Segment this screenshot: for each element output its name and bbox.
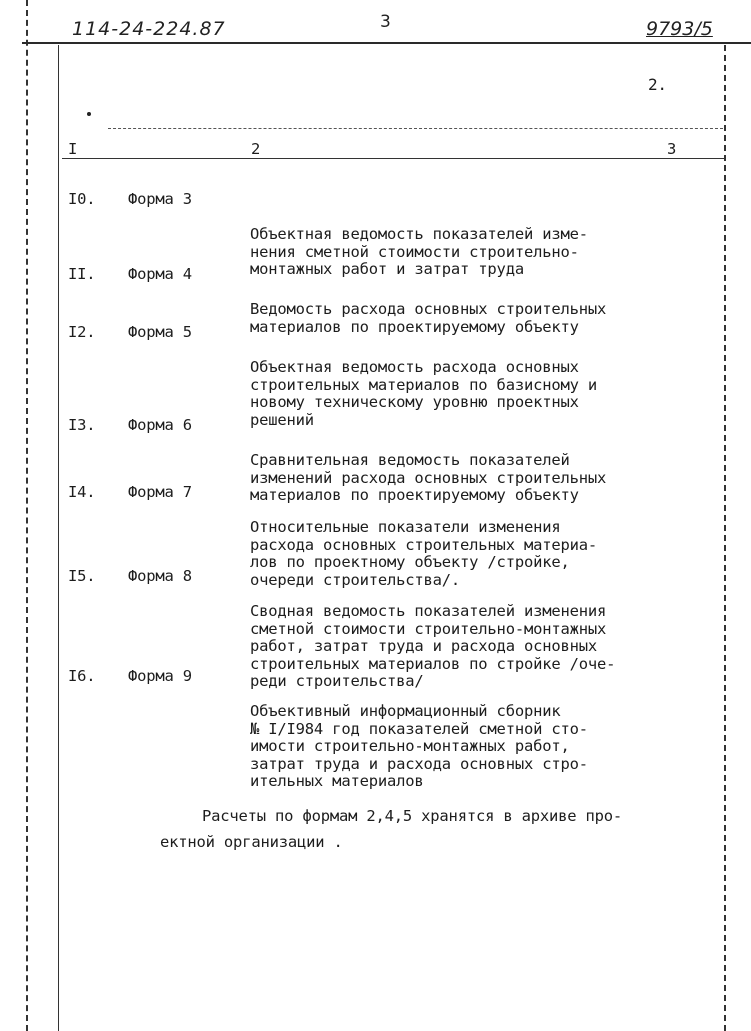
- column-header-rule: [62, 158, 724, 159]
- footer-note-line-1: Расчеты по формам 2,4,5 хранятся в архиве про-: [202, 807, 623, 825]
- row-form: Форма 4: [128, 265, 192, 283]
- row-description: Объективный информационный сборник № I/I984 год показателей сметной сто- имости строительно-монтажных работ, затрат труда и расхода основных стро- ительных материалов: [250, 702, 588, 790]
- footer-note-line-2: ектной организации .: [160, 833, 343, 851]
- row-description: Ведомость расхода основных строительных материалов по проектируемому объекту: [250, 300, 607, 336]
- row-number: I0.: [68, 190, 96, 208]
- column-header-3: 3: [667, 140, 677, 158]
- left-border-line: [26, 0, 28, 1031]
- row-form: Форма 3: [128, 190, 192, 208]
- row-form: Форма 6: [128, 416, 192, 434]
- row-form: Форма 5: [128, 323, 192, 341]
- row-form: Форма 7: [128, 483, 192, 501]
- document-code: 114-24-224.87: [72, 18, 226, 40]
- right-border-line: [724, 45, 726, 1031]
- archive-number: 9793/5: [646, 18, 713, 40]
- row-number: I6.: [68, 667, 96, 685]
- row-number: I3.: [68, 416, 96, 434]
- row-description: Объектная ведомость показателей изме- нения сметной стоимости строительно- монтажных работ и затрат труда: [250, 225, 588, 278]
- row-description: Сводная ведомость показателей изменения сметной стоимости строительно-монтажных работ, затрат труда и расхода основных строительных материалов по стройке /оче- реди строительства/: [250, 602, 616, 690]
- inner-left-border-line: [58, 45, 59, 1031]
- column-header-1: I: [68, 140, 78, 158]
- row-number: I5.: [68, 567, 96, 585]
- row-description: Сравнительная ведомость показателей изменений расхода основных строительных материалов по проектируемому объекту: [250, 451, 607, 504]
- dot-mark: [87, 112, 91, 116]
- page-number: 2.: [648, 75, 667, 94]
- page-center-number: 3: [380, 12, 391, 32]
- row-description: Объектная ведомость расхода основных строительных материалов по базисному и новому техническому уровню проектных решений: [250, 358, 598, 429]
- row-number: I2.: [68, 323, 96, 341]
- row-description: Относительные показатели изменения расхода основных строительных материа- лов по проектному объекту /стройке, очереди строительства/.: [250, 518, 598, 589]
- row-form: Форма 8: [128, 567, 192, 585]
- header-rule: [22, 42, 751, 44]
- row-number: II.: [68, 265, 96, 283]
- column-header-2: 2: [251, 140, 261, 158]
- row-form: Форма 9: [128, 667, 192, 685]
- row-number: I4.: [68, 483, 96, 501]
- table-top-rule: [108, 128, 723, 129]
